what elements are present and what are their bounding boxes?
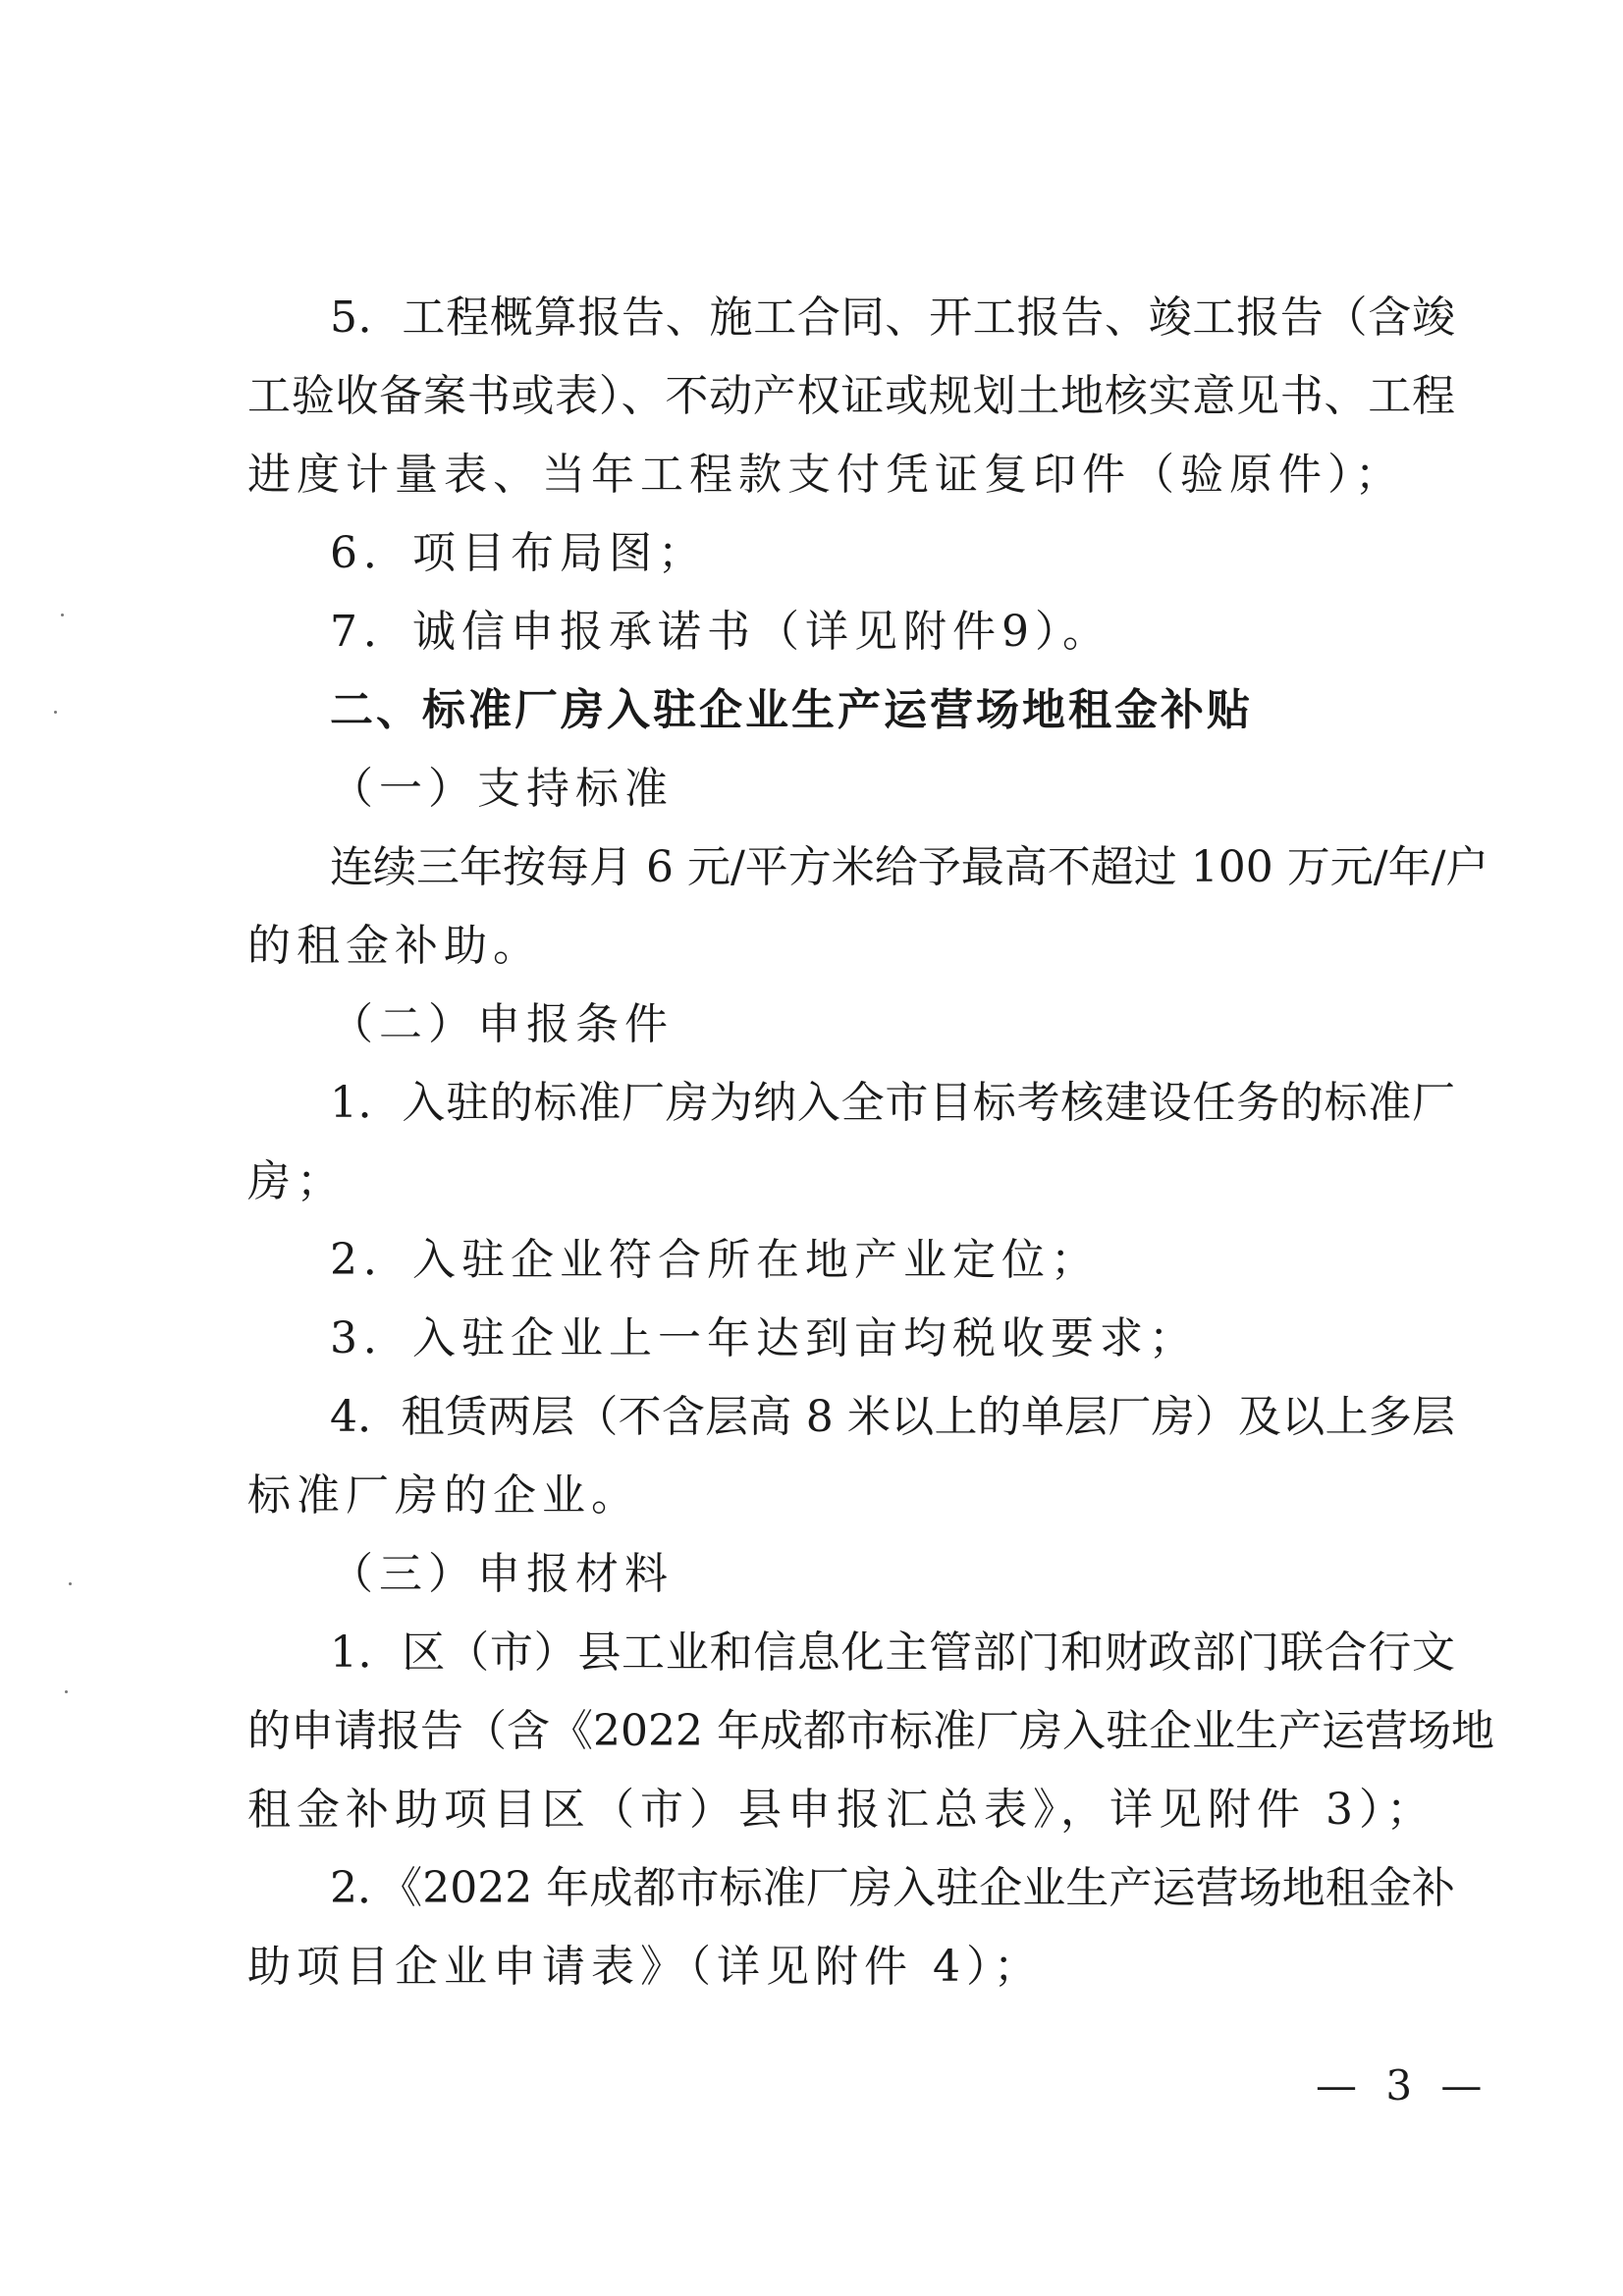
scan-speck <box>65 1690 68 1693</box>
item-5-line-1: 5．工程概算报告、施工合同、开工报告、竣工报告（含竣 <box>330 293 1455 343</box>
condition-3: 3．入驻企业上一年达到亩均税收要求； <box>330 1313 1198 1363</box>
condition-4-line-2: 标准厂房的企业。 <box>247 1470 640 1521</box>
material-1-line-3: 租金补助项目区（市）县申报汇总表》，详见附件 3）； <box>247 1785 1435 1835</box>
scan-speck <box>61 614 64 616</box>
subheading-conditions: （二）申报条件 <box>330 999 674 1049</box>
material-1-line-1: 1．区（市）县工业和信息化主管部门和财政部门联合行文 <box>330 1628 1455 1678</box>
item-7: 7．诚信申报承诺书（详见附件9）。 <box>330 607 1111 657</box>
material-2-line-1: 2．《2022 年成都市标准厂房入驻企业生产运营场地租金补 <box>330 1863 1455 1913</box>
condition-1-line-1: 1．入驻的标准厂房为纳入全市目标考核建设任务的标准厂 <box>330 1078 1455 1128</box>
item-5-line-3: 进度计量表、当年工程款支付凭证复印件（验原件）； <box>247 450 1404 500</box>
page-number: — 3 — <box>1316 2061 1490 2109</box>
condition-1-line-2: 房； <box>247 1156 346 1206</box>
material-1-line-2: 的申请报告（含《2022 年成都市标准厂房入驻企业生产运营场地 <box>247 1706 1494 1756</box>
scan-speck <box>69 1582 72 1585</box>
subheading-materials: （三）申报材料 <box>330 1549 674 1599</box>
standard-line-1: 连续三年按每月 6 元/平方米给予最高不超过 100 万元/年/户 <box>330 842 1489 892</box>
material-2-line-2: 助项目企业申请表》（详见附件 4）； <box>247 1942 1043 1992</box>
subheading-support-standard: （一）支持标准 <box>330 764 674 814</box>
item-5-line-2: 工验收备案书或表）、不动产权证或规划土地核实意见书、工程 <box>247 371 1455 421</box>
item-6: 6．项目布局图； <box>330 528 707 578</box>
standard-line-2: 的租金补助。 <box>247 921 542 971</box>
section-heading-2: 二、标准厂房入驻企业生产运营场地租金补贴 <box>330 685 1253 735</box>
condition-2: 2．入驻企业符合所在地产业定位； <box>330 1235 1100 1285</box>
scan-speck <box>54 711 57 714</box>
condition-4-line-1: 4．租赁两层（不含层高 8 米以上的单层厂房）及以上多层 <box>330 1392 1455 1442</box>
